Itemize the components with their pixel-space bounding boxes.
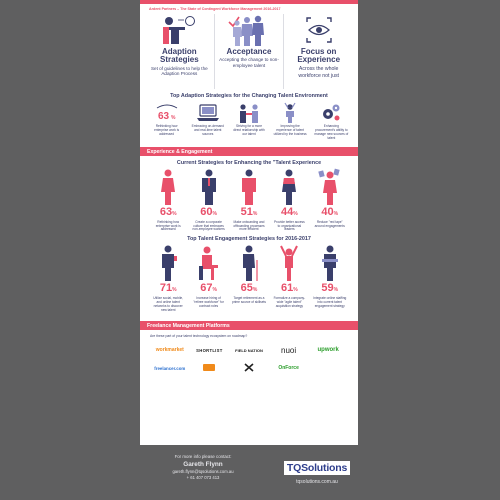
- adaption-strategies-row: [140, 99, 358, 141]
- brand-logo: TQSolutions: [284, 461, 350, 475]
- theme-description: Set of guidelines to help the Adaption Process: [150, 65, 208, 77]
- contact-name: Gareth Flynn: [183, 461, 223, 468]
- engagement-strategies-heading: Top Talent Engagement Strategies for 2016-2017: [187, 236, 311, 243]
- adaption-item: [273, 102, 307, 141]
- adaption-text: Striving for a more direct relationship with our talent: [233, 124, 265, 136]
- strategy-text: Target retirement as a prime source of skillsets: [231, 296, 266, 305]
- strategy-text: Reduce "red tape" around engagements: [314, 219, 345, 228]
- elder-cane-icon: [235, 244, 263, 282]
- logo-workmarket: workmarket: [155, 347, 184, 354]
- percent-badge-icon: [154, 102, 180, 124]
- logo-blank: [229, 363, 269, 374]
- adaption-text: Improving the experience of talent utilized by the business: [273, 124, 307, 136]
- dark-mark-icon: [241, 363, 257, 372]
- adaption-text: Rethinking how enterprise work is addressed: [154, 124, 180, 136]
- theme-title: Focus on Experience: [297, 47, 341, 65]
- key-themes-row: [140, 11, 358, 89]
- adaption-item: [191, 102, 225, 141]
- adaption-text: Enhancing procurement's ability to manage new sources of talent: [314, 124, 349, 140]
- person-laptop-icon: [316, 244, 344, 282]
- freelance-question: Are these part of your talent technology ecosystem on roadmap?: [150, 333, 248, 338]
- engagement-strategy-item: [151, 244, 185, 313]
- theme-acceptance: [214, 14, 284, 89]
- strategy-text: Provide better access to organizational leaders: [274, 219, 305, 232]
- contact-phone: + 61 407 073 413: [186, 475, 220, 480]
- seated-person-icon: [195, 244, 223, 282]
- freelance-band: Freelance Management Platforms: [140, 321, 358, 330]
- woman-papers-icon: [316, 168, 344, 206]
- brand-block: [278, 458, 356, 485]
- logo-nuoi: nuoi: [281, 345, 297, 355]
- strategy-text: Integrate online staffing into current talent engagement strategy: [313, 296, 347, 309]
- contact-intro: For more info please contact:: [174, 454, 232, 459]
- experience-band: Experience & Engagement: [140, 147, 358, 156]
- person-strategy-icon: [157, 14, 201, 46]
- theme-title: Adaption Strategies: [159, 47, 199, 65]
- adaption-text: Embracing on-demand and real-time talent sources: [191, 124, 224, 136]
- handshake-icon: [236, 102, 262, 124]
- strategy-text: Create a corporate culture that embraces non-employee workers: [192, 219, 225, 232]
- current-strategies-heading: Current Strategies for Enhancing the "Talent Experience: [176, 159, 322, 166]
- brand-website[interactable]: tqsolutions.com.au: [296, 479, 338, 485]
- contact-email[interactable]: gareth.flynn@tqsolutions.com.au: [172, 469, 234, 474]
- focus-eye-icon: [297, 14, 341, 46]
- trophy-person-icon: [277, 102, 303, 124]
- logo-freelancer: freelancer.com: [154, 365, 186, 371]
- theme-description: Across the whole workforce not just: [298, 65, 339, 79]
- footer: [140, 446, 358, 486]
- adaption-item: [314, 102, 348, 141]
- laptop-icon: [195, 102, 221, 124]
- adaption-value: 63: [157, 111, 169, 122]
- percentage-value: 51%: [240, 205, 258, 218]
- engagement-strategy-item: [313, 244, 347, 313]
- engagement-strategy-item: [192, 244, 226, 313]
- percentage-value: 71%: [159, 282, 177, 295]
- adaption-item: [232, 102, 266, 141]
- strategy-text: Rethinking how enterprise work is addressed: [155, 219, 181, 232]
- group-acceptance-icon: [227, 14, 271, 46]
- source-citation: Ardent Partners – The State of Contingent Workforce Management 2016-2017: [149, 7, 281, 11]
- orange-mark-icon: [201, 363, 217, 372]
- logo-blank: [190, 363, 230, 374]
- man-figure-icon: [235, 168, 263, 206]
- person-phone-icon: [154, 244, 182, 282]
- strategy-text: Make onboarding and offboarding processes more efficient: [233, 219, 265, 232]
- infographic-page: [140, 0, 358, 445]
- current-strategy-item: [151, 168, 185, 233]
- percentage-value: 67%: [200, 282, 217, 295]
- adaption-unit: %: [170, 115, 176, 121]
- engagement-strategy-item: [272, 244, 306, 313]
- percentage-value: 65%: [240, 282, 258, 295]
- current-strategy-item: [313, 168, 347, 233]
- strategy-text: Increase hiring of "retiree workforce" for contract roles: [193, 296, 224, 309]
- strategy-text: Utilize social, mobile, and online talent networks to discover new talent: [153, 296, 184, 313]
- adaption-strategies-heading: Top Adaption Strategies for the Changing Talent Environment: [170, 93, 328, 99]
- engagement-strategy-item: [232, 244, 266, 313]
- current-strategy-item: [192, 168, 226, 233]
- percentage-value: 40%: [321, 205, 339, 218]
- percentage-value: 60%: [200, 205, 217, 218]
- current-strategy-item: [232, 168, 266, 233]
- gears-icon: [318, 102, 344, 124]
- current-strategies-row: [140, 166, 358, 233]
- theme-title: Acceptance: [226, 47, 272, 56]
- logo-onforce: OnForce: [278, 365, 299, 372]
- engagement-strategies-row: [140, 242, 358, 313]
- adaption-item: [150, 102, 184, 141]
- theme-adaption: [145, 14, 214, 89]
- strategy-text: Formalize a company-wide "agile talent" acquisition strategy: [273, 296, 306, 309]
- logo-field-nation: FIELD NATION: [235, 347, 263, 353]
- woman-figure-icon: [154, 168, 182, 206]
- man-figure-icon: [195, 168, 223, 206]
- percentage-value: 61%: [281, 282, 298, 295]
- woman-figure-icon: [275, 168, 303, 206]
- logo-shortlist: SHORTLIST: [196, 347, 223, 353]
- percentage-value: 63%: [159, 205, 177, 218]
- platform-logos: [140, 338, 358, 374]
- theme-focus: [283, 14, 353, 89]
- theme-description: Accepting the change to non-employee talent: [219, 57, 279, 68]
- contact-block: [158, 454, 248, 480]
- celebrating-person-icon: [275, 244, 303, 282]
- percentage-value: 44%: [281, 205, 298, 218]
- logo-upwork: upwork: [317, 347, 339, 354]
- percentage-value: 59%: [321, 282, 339, 295]
- current-strategy-item: [272, 168, 306, 233]
